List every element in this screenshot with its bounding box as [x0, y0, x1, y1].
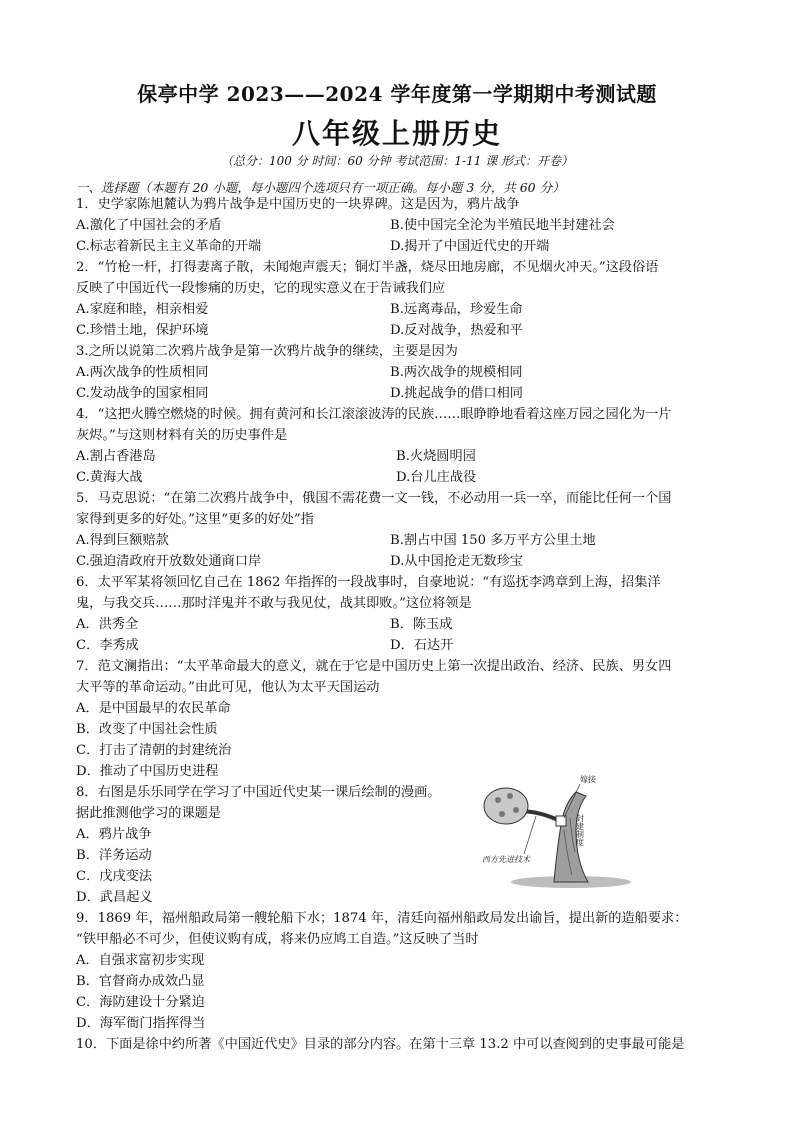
q6-option-a: A．洪秀全 — [76, 617, 139, 632]
foliage — [484, 788, 528, 824]
figure-label-graft: 嫁接 — [580, 775, 596, 784]
q4-option-d: D.台儿庄战役 — [396, 470, 477, 485]
q5-option-b: B.割占中国 150 多万平方公里土地 — [390, 533, 596, 548]
q9-option-b: B．官督商办成效凸显 — [76, 974, 205, 989]
q6-option-d: D．石达开 — [390, 638, 454, 653]
exam-title: 保亭中学 2023——2024 学年度第一学期期中考测试题 — [137, 82, 657, 106]
q5-option-d: D.从中国抢走无数珍宝 — [390, 554, 523, 569]
q5-option-a: A.得到巨额赔款 — [76, 533, 169, 548]
q10-stem: 10．下面是徐中约所著《中国近代史》目录的部分内容。在第十三章 13.2 中可以查阅到的史事最可能是 — [76, 1037, 685, 1052]
q2-option-b: B.远离毒品，珍爱生命 — [390, 302, 523, 317]
q8-option-b: B．洋务运动 — [76, 848, 152, 863]
q7-stem-line2: 大平等的革命运动。”由此可见，他认为太平天国运动 — [76, 680, 380, 695]
q1-option-c: C.标志着新民主主义革命的开端 — [76, 239, 262, 254]
q1-option-a: A.激化了中国社会的矛盾 — [76, 218, 222, 233]
q6-stem-line2: 鬼，与我交兵……那时洋鬼并不敢与我见仗，战其即败。”这位将领是 — [76, 596, 472, 611]
q7-option-b: B．改变了中国社会性质 — [76, 722, 218, 737]
q7-option-c: C．打击了清朝的封建统治 — [76, 743, 232, 758]
q3-stem: 3.之所以说第二次鸦片战争是第一次鸦片战争的继续，主要是因为 — [76, 344, 458, 359]
q2-option-a: A.家庭和睦，相亲相爱 — [76, 302, 209, 317]
q5-option-c: C.强迫清政府开放数处通商口岸 — [76, 554, 262, 569]
q7-stem-line1: 7．范文澜指出：“太平革命最大的意义，就在于它是中国历史上第一次提出政治、经济、民族、男女四 — [76, 659, 672, 674]
figure-label-feudal-system: 封建制度 — [575, 814, 585, 846]
q4-option-c: C.黄海大战 — [76, 470, 143, 485]
q6-stem-line1: 6．太平军某将领回忆自己在 1862 年指挥的一段战事时，自豪地说：“有巡抚李鸿章到上海，招集洋 — [76, 575, 661, 590]
q6-option-c: C．李秀成 — [76, 638, 139, 653]
figure-label-western-tech: 西方先进技术 — [482, 855, 530, 864]
grafting-cartoon-figure — [476, 770, 636, 890]
q2-option-d: D.反对战争，热爱和平 — [390, 323, 523, 338]
q3-option-b: B.两次战争的规模相同 — [390, 365, 523, 380]
q4-option-a: A.割占香港岛 — [76, 449, 156, 464]
q4-option-b: B.火烧圆明园 — [396, 449, 476, 464]
q3-option-a: A.两次战争的性质相同 — [76, 365, 209, 380]
q8-option-a: A．鸦片战争 — [76, 827, 152, 842]
q8-option-c: C．戊戌变法 — [76, 869, 153, 884]
q3-option-c: C.发动战争的国家相同 — [76, 386, 209, 401]
section-heading: 一、选择题（本题有 20 小题，每小题四个选项只有一项正确。每小题 3 分，共 60 分） — [76, 180, 565, 195]
q5-stem-line2: 家得到更多的好处。”这里“更多的好处”指 — [76, 512, 314, 527]
q7-option-a: A．是中国最早的农民革命 — [76, 701, 231, 716]
q7-option-d: D．推动了中国历史进程 — [76, 764, 219, 779]
q4-stem-line2: 灰烬。”与这则材料有关的历史事件是 — [76, 428, 288, 443]
q9-stem-line2: “铁甲船必不可少，但使议购有成，将来仍应鸠工自造。”这反映了当时 — [76, 932, 479, 947]
q2-stem-line2: 反映了中国近代一段惨痛的历史，它的现实意义在于告诫我们应 — [76, 281, 446, 296]
q8-stem-line1: 8．右图是乐乐同学在学习了中国近代史某一课后绘制的漫画。 — [76, 785, 441, 800]
q2-option-c: C.珍惜土地，保护环境 — [76, 323, 209, 338]
q9-option-c: C．海防建设十分紧迫 — [76, 995, 205, 1010]
exam-meta: （总分：100 分 时间：60 分钟 考试范围：1-11 课 形式：开卷） — [220, 154, 574, 168]
q9-option-a: A．自强求富初步实现 — [76, 953, 205, 968]
q8-stem-line2: 据此推测他学习的课题是 — [76, 806, 222, 821]
q4-stem-line1: 4．“这把火腾空燃烧的时候。拥有黄河和长江滚滚波涛的民族……眼睁睁地看着这座万园之园化为一片 — [76, 407, 672, 422]
q2-stem-line1: 2．“竹枪一杆，打得妻离子散，未闻炮声震天；铜灯半盏，烧尽田地房廊，不见烟火冲天。”这段俗语 — [76, 260, 659, 275]
q6-option-b: B．陈玉成 — [390, 617, 453, 632]
q1-option-b: B.使中国完全沦为半殖民地半封建社会 — [390, 218, 615, 233]
q8-option-d: D．武昌起义 — [76, 890, 153, 905]
q3-option-d: D.挑起战争的借口相同 — [390, 386, 523, 401]
exam-subtitle: 八年级上册历史 — [291, 117, 502, 150]
q1-option-d: D.揭开了中国近代史的开端 — [390, 239, 550, 254]
q5-stem-line1: 5．马克思说：“在第二次鸦片战争中，俄国不需花费一文一钱，不必动用一兵一卒，而能比任何一个国 — [76, 491, 672, 506]
q1-stem: 1．史学家陈旭麓认为鸦片战争是中国历史的一块界碑。这是因为，鸦片战争 — [76, 197, 520, 212]
q9-option-d: D．海军衙门指挥得当 — [76, 1016, 206, 1031]
q9-stem-line1: 9．1869 年，福州船政局第一艘轮船下水；1874 年，清廷向福州船政局发出谕旨，提出新的造船要求： — [76, 911, 688, 926]
